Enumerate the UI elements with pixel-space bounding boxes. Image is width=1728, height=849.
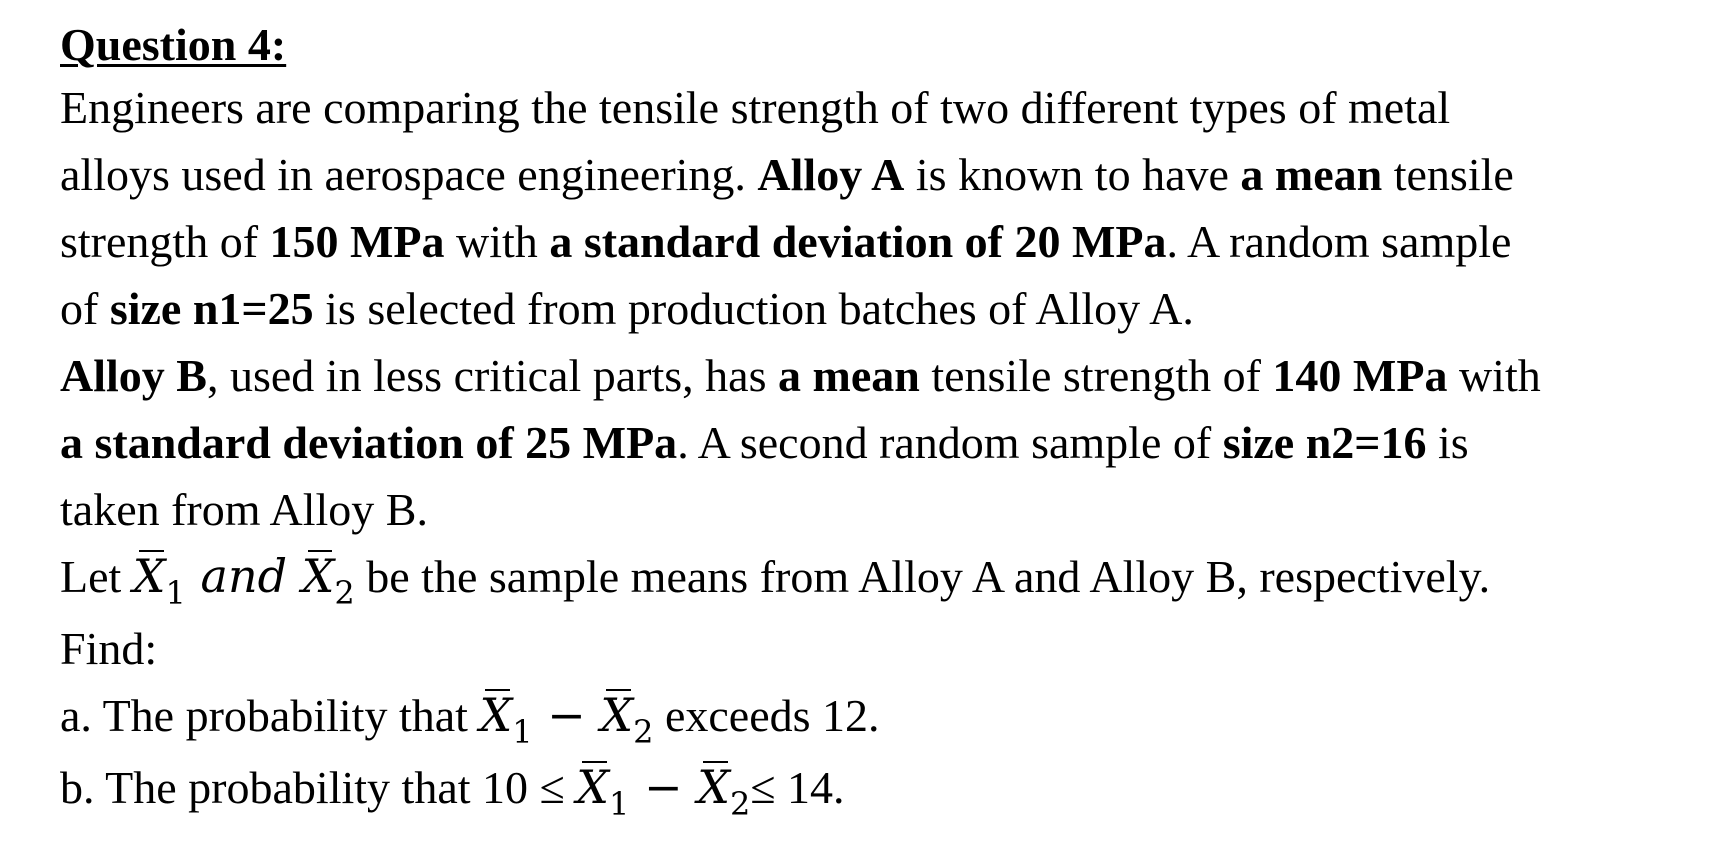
alloy-a-sd: a standard deviation of 20 MPa [549,216,1167,267]
intro-line-1 [60,74,1700,141]
intro-text: strength of [60,216,270,267]
x1-bar-symbol: $X_1$ [132,549,186,612]
x1-bar-symbol: $X_1$ [479,688,533,751]
intro-text: Engineers are comparing the tensile strength of two different types of metal [60,82,1451,133]
alloy-b-text: . A second random sample of [677,417,1223,468]
part-a [60,682,1700,754]
alloy-b-name: Alloy B [60,350,207,401]
let-suffix: be the sample means from Alloy A and Alloy B, respectively. [354,551,1491,602]
intro-line-3 [60,208,1700,275]
minus-sign: − [629,760,698,814]
let-prefix: Let [60,551,133,602]
le-sign: ≤ [750,762,776,813]
intro-text: tensile [1382,149,1514,200]
alloy-b-line-3: taken from Alloy B. [60,484,428,535]
part-b-suffix: 14. [775,762,845,813]
question-document [60,16,1700,826]
part-b-prefix: b. The probability that 10 [60,762,529,813]
alloy-b-sample-size: size n2=16 [1222,417,1427,468]
alloy-b-text: , used in less critical parts, has [206,350,778,401]
x2-bar-symbol: $X_2$ [301,549,355,612]
part-a-suffix: exceeds 12. [653,690,880,741]
intro-text: with [444,216,550,267]
alloy-b-line-2 [60,409,1700,476]
alloy-b-text: with [1447,350,1541,401]
x2-bar-symbol: $X_2$ [697,760,751,823]
let-line [60,543,1700,615]
intro-line-4 [60,275,1700,342]
alloy-b-line-1 [60,342,1700,409]
le-sign: ≤ [528,762,577,813]
mean-term: a mean [1240,149,1383,200]
alloy-a-name: Alloy A [757,149,905,200]
alloy-b-sd: a standard deviation of 25 MPa [60,417,678,468]
intro-text: of [60,283,110,334]
intro-text: alloys used in aerospace engineering. [60,149,758,200]
x2-bar-symbol: $X_2$ [600,688,654,751]
minus-sign: − [532,688,601,742]
alloy-b-mean-value: 140 MPa [1272,350,1448,401]
mean-term: a mean [778,350,920,401]
alloy-a-sample-size: size n1=25 [109,283,314,334]
intro-line-2 [60,141,1700,208]
part-b [60,754,1700,826]
alloy-b-text: tensile strength of [919,350,1273,401]
part-a-prefix: a. The probability that [60,690,480,741]
alloy-a-mean-value: 150 MPa [269,216,445,267]
find-label: Find: [60,623,158,674]
question-title: Question 4: [60,19,287,70]
intro-text: is known to have [904,149,1241,200]
intro-text: . A random sample [1166,216,1512,267]
intro-text: is selected from production batches of Alloy A. [313,283,1194,334]
and-word: and [185,549,302,603]
alloy-b-text: is [1426,417,1469,468]
x1-bar-symbol: $X_1$ [576,760,630,823]
